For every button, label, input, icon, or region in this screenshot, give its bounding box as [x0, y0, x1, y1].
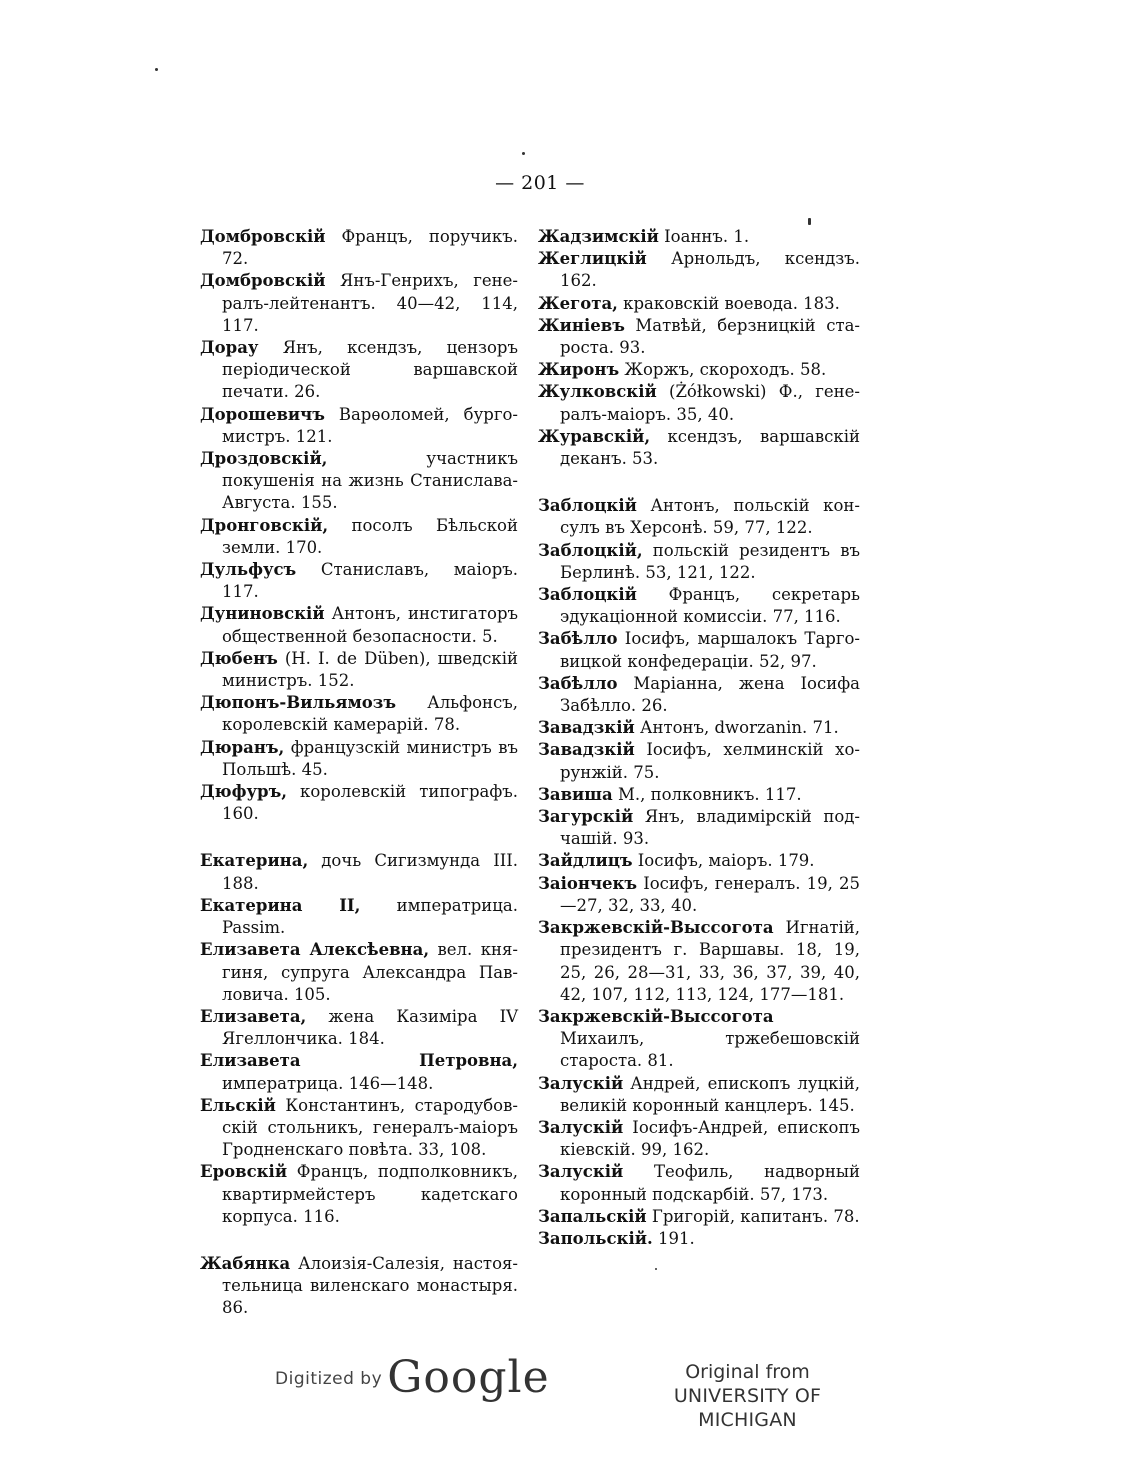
- index-entry: [538, 1006, 860, 1073]
- index-entry: [200, 1161, 518, 1228]
- index-entry: [538, 359, 860, 381]
- index-entry: [538, 248, 860, 292]
- entry-headword: Закржевскiй-Выссогота: [538, 1006, 774, 1026]
- index-entry: [538, 673, 860, 717]
- entry-text: Францъ, подполковникъ, квартирмейстеръ кадетскаго корпуса. 116.: [222, 1162, 518, 1226]
- entry-headword: Заблоцкiй: [538, 585, 637, 605]
- entry-headword: Закржевскiй-Выссогота: [538, 918, 774, 938]
- index-entry: [538, 540, 860, 584]
- entry-headword: Жиронъ: [538, 360, 620, 380]
- index-entry: [200, 226, 518, 270]
- entry-headword: Дуниновскiй: [200, 604, 325, 624]
- entry-headword: Залускiй: [538, 1162, 624, 1182]
- entry-text: дочь Сигизмунда III. 188.: [222, 851, 518, 893]
- entry-text: Жоржъ, скороходъ. 58.: [619, 360, 827, 380]
- index-entry: [200, 404, 518, 448]
- entry-headword: Запольскiй.: [538, 1228, 653, 1248]
- entry-headword: Залускiй: [538, 1073, 624, 1093]
- entry-text: императрица. 146—148.: [222, 1073, 434, 1093]
- index-entry: [200, 448, 518, 515]
- entry-headword: Дроздовскiй,: [200, 449, 328, 469]
- entry-headword: Елизавета,: [200, 1006, 307, 1026]
- entry-text: Михаилъ, тржебешовскiй староста. 81.: [560, 1029, 860, 1071]
- entry-text: императрица. Passim.: [222, 895, 518, 938]
- entry-text: Францъ, поручикъ. 72.: [222, 227, 518, 269]
- index-entry: [538, 1228, 860, 1250]
- entry-text: 191.: [652, 1228, 695, 1248]
- entry-headword: Екатерина II,: [200, 895, 361, 915]
- index-entry: [538, 917, 860, 1006]
- index-entry: [200, 1253, 518, 1320]
- scan-speck: [655, 1268, 657, 1270]
- entry-headword: Ельскiй: [200, 1095, 276, 1115]
- index-entry: [538, 1117, 860, 1161]
- entry-headword: Зайдлицъ: [538, 851, 633, 871]
- index-entry: [538, 850, 860, 872]
- index-entry: [200, 737, 518, 781]
- index-entry: [200, 1095, 518, 1162]
- index-entry: [538, 873, 860, 917]
- index-entry: [538, 717, 860, 739]
- entry-text: Андрей, епископъ луцкiй, великiй коронный канцлеръ. 145.: [560, 1073, 860, 1115]
- section-gap: [200, 1228, 518, 1253]
- entry-headword: Заiончекъ: [538, 873, 638, 893]
- scan-speck: [155, 68, 158, 71]
- entry-text: Григорiй, капитанъ. 78.: [646, 1206, 860, 1226]
- entry-text: Янъ, владимiрскiй подчашiй. 93.: [560, 807, 860, 849]
- entry-headword: Дорошевичъ: [200, 404, 325, 424]
- section-gap: [200, 825, 518, 850]
- entry-headword: Жабянка: [200, 1253, 291, 1273]
- entry-headword: Жегота,: [538, 293, 618, 313]
- index-entry: [200, 692, 518, 736]
- entry-text: Игнатiй, президентъ г. Варшавы. 18, 19, 25, 26, 28—31, 33, 36, 37, 39, 40, 42, 107, 112, 113, 124, 177—181.: [560, 918, 860, 1004]
- entry-headword: Домбровскiй: [200, 271, 326, 291]
- entry-text: Янъ-Генрихъ, генералъ-лейтенантъ. 40—42, 114, 117.: [222, 271, 518, 335]
- index-entry: [200, 1050, 518, 1094]
- original-from-text: Original from: [685, 1361, 810, 1383]
- entry-headword: Заблоцкiй,: [538, 540, 643, 560]
- index-entry: [200, 603, 518, 647]
- entry-headword: Дюранъ,: [200, 737, 285, 757]
- index-entry: [538, 784, 860, 806]
- index-entry: [538, 315, 860, 359]
- entry-text: Iосифъ-Андрей, епископъ кiевскiй. 99, 162.: [560, 1117, 860, 1160]
- entry-text: Францъ, секретарь эдукацiонной комиссiи. 77, 116.: [560, 585, 860, 627]
- index-entry: [538, 628, 860, 672]
- entry-text: посолъ Бѣльской земли. 170.: [222, 515, 518, 557]
- entry-headword: Журавскiй,: [538, 426, 651, 446]
- entry-text: (Żółkowski) Ф., генералъ-маiоръ. 35, 40.: [560, 382, 860, 424]
- entry-headword: Елизавета Алексѣевна,: [200, 940, 430, 960]
- entry-headword: Дюпонъ-Вильямозъ: [200, 693, 396, 713]
- entry-text: участникъ покушенiя на жизнь Станислава-Августа. 155.: [222, 449, 518, 513]
- index-entry: [538, 1161, 860, 1205]
- scan-speck: [808, 218, 811, 225]
- entry-headword: Заблоцкiй: [538, 496, 637, 516]
- entry-text: (H. I. de Düben), шведскiй министръ. 152.: [222, 648, 518, 691]
- entry-headword: Дюфуръ,: [200, 782, 287, 802]
- entry-headword: Забѣлло: [538, 673, 618, 693]
- index-entry: [200, 648, 518, 692]
- page-number: — 201 —: [495, 172, 585, 194]
- entry-headword: Елизавета Петровна,: [200, 1051, 518, 1071]
- entry-text: Марiанна, жена Iосифа Забѣлло. 26.: [560, 673, 860, 716]
- entry-headword: Завадзкiй: [538, 740, 635, 760]
- index-entry: [200, 939, 518, 1006]
- scan-speck: [522, 152, 525, 155]
- entry-text: Iосифъ, маiоръ. 179.: [632, 851, 815, 871]
- entry-headword: Загурскiй: [538, 807, 634, 827]
- entry-text: Варѳоломей, бургомистръ. 121.: [222, 404, 518, 446]
- entry-headword: Залускiй: [538, 1117, 624, 1137]
- index-entry: [200, 895, 518, 939]
- index-entry: [200, 781, 518, 825]
- entry-text: Алоизiя-Салезiя, настоятельница виленскаго монастыря. 86.: [222, 1253, 518, 1318]
- entry-headword: Жулковскiй: [538, 382, 657, 402]
- entry-text: жена Казимiра IV Ягеллончика. 184.: [222, 1006, 518, 1049]
- entry-text: Антонъ, dworzanin. 71.: [634, 718, 839, 738]
- index-entry: [538, 1206, 860, 1228]
- index-entry: [538, 495, 860, 539]
- entry-text: ксендзъ, варшавскiй деканъ. 53.: [560, 426, 860, 469]
- entry-headword: Забѣлло: [538, 629, 618, 649]
- entry-headword: Дронговскiй,: [200, 515, 329, 535]
- entry-text: М., полковникъ. 117.: [612, 784, 802, 804]
- entry-text: французскiй министръ въ Польшѣ. 45.: [222, 737, 518, 779]
- entry-text: Iоаннъ. 1.: [658, 227, 750, 246]
- index-entry: [200, 1006, 518, 1050]
- index-entry: [538, 584, 860, 628]
- entry-headword: Екатерина,: [200, 851, 309, 871]
- entry-text: Альфонсъ, королевскiй камерарiй. 78.: [222, 693, 518, 735]
- entry-headword: Дюбенъ: [200, 648, 278, 668]
- index-entry: [538, 226, 860, 248]
- index-entry: [200, 515, 518, 559]
- entry-headword: Дорау: [200, 338, 259, 358]
- index-entry: [538, 806, 860, 850]
- digitized-by-google-watermark: [275, 1352, 550, 1403]
- index-entry: [538, 293, 860, 315]
- entry-text: Матвѣй, берзницкiй староста. 93.: [560, 315, 860, 358]
- google-logo: Google: [387, 1352, 550, 1403]
- entry-text: Антонъ, польскiй консулъ въ Херсонѣ. 59, 77, 122.: [560, 496, 860, 538]
- entry-text: Антонъ, инстигаторъ общественной безопасности. 5.: [222, 604, 518, 646]
- entry-headword: Еровскiй: [200, 1162, 288, 1182]
- entry-text: Iосифъ, маршалокъ Тарговицкой конфедерацiи. 52, 97.: [560, 629, 860, 671]
- entry-text: Константинъ, стародубовскiй стольникъ, генералъ-маiоръ Гродненскаго повѣта. 33, 108.: [222, 1095, 518, 1160]
- entry-text: Iосифъ, хелминскiй хорунжiй. 75.: [560, 740, 860, 782]
- entry-text: краковскiй воевода. 183.: [617, 293, 840, 313]
- index-column-left: [200, 226, 518, 1320]
- index-entry: [200, 337, 518, 404]
- digitized-by-text: Digitized by: [275, 1369, 383, 1389]
- index-entry: [538, 426, 860, 470]
- entry-headword: Завиша: [538, 784, 613, 804]
- entry-text: польскiй резидентъ въ Берлинѣ. 53, 121, 122.: [560, 540, 860, 582]
- index-entry: [538, 381, 860, 425]
- entry-headword: Жинiевъ: [538, 315, 625, 335]
- entry-text: королевскiй типографъ. 160.: [222, 782, 518, 824]
- entry-headword: Жадзимскiй: [538, 227, 659, 246]
- index-entry: [200, 559, 518, 603]
- entry-text: Теофиль, надворный коронный подскарбiй. 57, 173.: [560, 1162, 860, 1204]
- index-entry: [200, 270, 518, 337]
- entry-text: Арнольдъ, ксендзъ. 162.: [560, 249, 860, 291]
- entry-text: Станиславъ, маiоръ. 117.: [222, 560, 518, 602]
- entry-headword: Запальскiй: [538, 1206, 647, 1226]
- index-entry: [538, 1073, 860, 1117]
- entry-text: вел. княгиня, супруга Александра Павловича. 105.: [222, 940, 518, 1004]
- index-column-right: [538, 226, 860, 1250]
- entry-headword: Дульфусъ: [200, 560, 297, 580]
- entry-text: Iосифъ, генералъ. 19, 25—27, 32, 33, 40.: [560, 873, 860, 915]
- section-gap: [538, 470, 860, 495]
- entry-headword: Жеглицкiй: [538, 249, 647, 269]
- index-entry: [200, 850, 518, 894]
- entry-headword: Завадзкiй: [538, 718, 635, 738]
- entry-headword: Домбровскiй: [200, 227, 326, 246]
- original-from-watermark: [625, 1360, 870, 1432]
- entry-text: Янъ, ксендзъ, цензоръ перiодической варшавской печати. 26.: [222, 338, 518, 402]
- index-entry: [538, 739, 860, 783]
- institution-name: UNIVERSITY OF MICHIGAN: [673, 1385, 822, 1431]
